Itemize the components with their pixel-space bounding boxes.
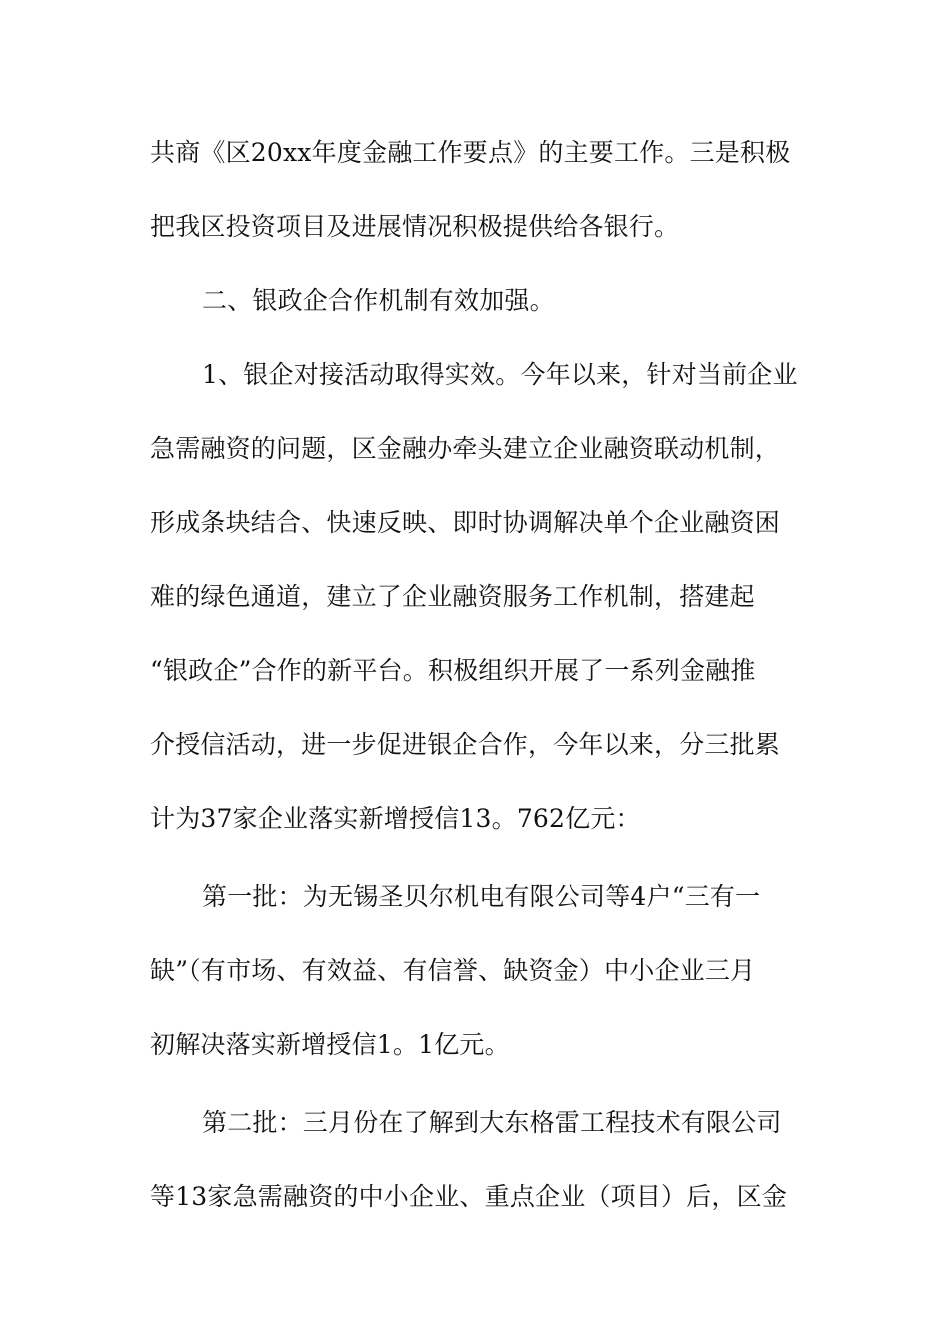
text-line: 计为37家企业落实新增授信13。762亿元： xyxy=(150,804,641,833)
text-line: 急需融资的问题，区金融办牵头建立企业融资联动机制， xyxy=(150,434,781,463)
text-line: 第二批：三月份在了解到大东格雷工程技术有限公司 xyxy=(202,1108,782,1137)
text-line: 初解决落实新增授信1。1亿元。 xyxy=(150,1030,510,1059)
text-line: 1、银企对接活动取得实效。今年以来，针对当前企业 xyxy=(202,360,798,389)
text-line: 缺”（有市场、有效益、有信誉、缺资金）中小企业三月 xyxy=(150,956,756,985)
text-line: 难的绿色通道，建立了企业融资服务工作机制，搭建起 xyxy=(150,582,755,611)
section-heading: 二、银政企合作机制有效加强。 xyxy=(202,286,555,315)
text-line: “银政企”合作的新平台。积极组织开展了一系列金融推 xyxy=(150,656,756,685)
text-line: 共商《区20xx年度金融工作要点》的主要工作。三是积极 xyxy=(150,138,791,167)
text-line: 第一批：为无锡圣贝尔机电有限公司等4户“三有一 xyxy=(202,882,761,911)
text-line: 介授信活动，进一步促进银企合作，今年以来，分三批累 xyxy=(150,730,781,759)
text-line: 把我区投资项目及进展情况积极提供给各银行。 xyxy=(150,212,680,241)
text-line: 等13家急需融资的中小企业、重点企业（项目）后，区金 xyxy=(150,1182,788,1211)
text-line: 形成条块结合、快速反映、即时协调解决单个企业融资困 xyxy=(150,508,781,537)
